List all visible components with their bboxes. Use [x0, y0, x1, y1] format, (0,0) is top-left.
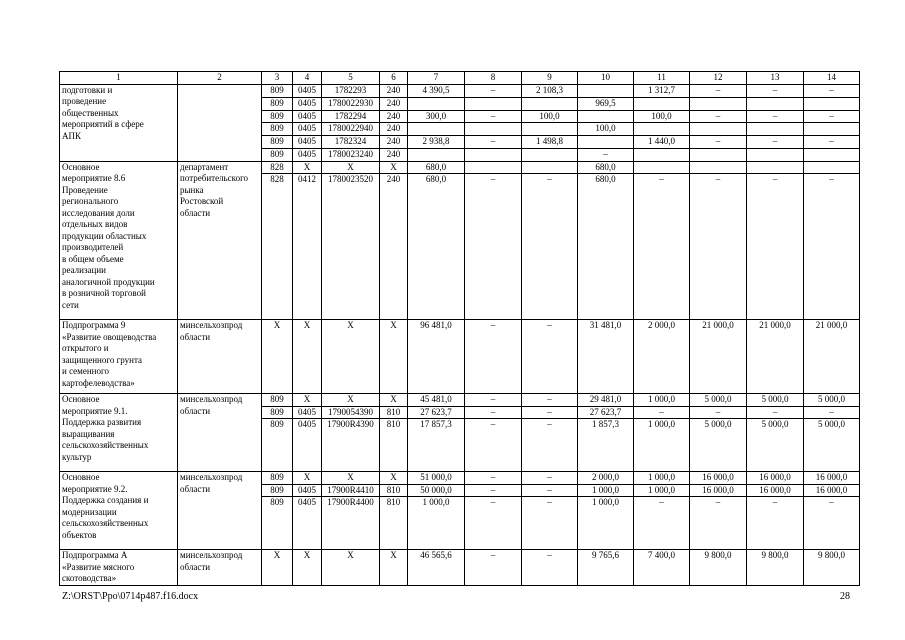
value-cell: 1 000,0	[578, 497, 634, 550]
value-cell: –	[522, 394, 578, 407]
value-cell: 100,0	[522, 110, 578, 123]
value-cell: –	[465, 136, 522, 149]
value-cell	[408, 97, 465, 110]
value-cell: –	[465, 406, 522, 419]
value-cell: 16 000,0	[804, 472, 860, 485]
value-cell	[634, 161, 690, 174]
program-name-cell: Подпрограмма А «Развитие мясного скотоводства»	[60, 550, 178, 586]
value-cell: 240	[380, 149, 408, 162]
value-cell: –	[634, 174, 690, 320]
value-cell: 0405	[293, 84, 322, 97]
value-cell: –	[804, 84, 860, 97]
value-cell: –	[465, 419, 522, 472]
header-row	[60, 72, 860, 85]
value-cell: 809	[262, 136, 293, 149]
value-cell: 300,0	[408, 110, 465, 123]
value-cell: 1 440,0	[634, 136, 690, 149]
column-header: 3	[262, 72, 293, 85]
value-cell: 680,0	[408, 161, 465, 174]
table-row	[60, 161, 860, 174]
value-cell: X	[262, 320, 293, 394]
value-cell: 0405	[293, 406, 322, 419]
value-cell: X	[322, 472, 380, 485]
value-cell: 809	[262, 419, 293, 472]
value-cell	[804, 97, 860, 110]
value-cell: 4 390,5	[408, 84, 465, 97]
value-cell: 240	[380, 110, 408, 123]
value-cell: –	[747, 110, 804, 123]
value-cell: 810	[380, 497, 408, 550]
value-cell: 240	[380, 97, 408, 110]
table-row	[60, 472, 860, 485]
value-cell: 100,0	[634, 110, 690, 123]
value-cell: 5 000,0	[804, 394, 860, 407]
program-name-cell: Основное мероприятие 8.6 Проведение регионального исследования доли отдельных видов продукции областных производителей в общем объеме реализации аналогичной продукции в розничной торговой сети	[60, 161, 178, 320]
value-cell: 809	[262, 406, 293, 419]
value-cell	[747, 97, 804, 110]
value-cell	[690, 97, 747, 110]
value-cell	[522, 97, 578, 110]
value-cell: 240	[380, 136, 408, 149]
value-cell: 17900R4390	[322, 419, 380, 472]
value-cell: –	[465, 394, 522, 407]
column-header: 6	[380, 72, 408, 85]
value-cell: X	[380, 394, 408, 407]
value-cell: –	[690, 174, 747, 320]
table-row	[60, 550, 860, 586]
value-cell: 1 000,0	[578, 484, 634, 497]
table-body	[60, 72, 860, 586]
page-number: 28	[840, 591, 850, 602]
value-cell	[804, 123, 860, 136]
value-cell: –	[465, 174, 522, 320]
table-row	[60, 320, 860, 394]
value-cell: –	[690, 406, 747, 419]
value-cell: 828	[262, 174, 293, 320]
value-cell: –	[690, 110, 747, 123]
value-cell: 100,0	[578, 123, 634, 136]
value-cell	[690, 123, 747, 136]
value-cell	[408, 149, 465, 162]
value-cell: –	[634, 406, 690, 419]
value-cell: –	[804, 174, 860, 320]
value-cell: 0405	[293, 123, 322, 136]
value-cell: X	[380, 320, 408, 394]
value-cell: 1780022930	[322, 97, 380, 110]
value-cell: 1780023520	[322, 174, 380, 320]
value-cell: 1 000,0	[634, 394, 690, 407]
value-cell: 27 623,7	[408, 406, 465, 419]
column-header: 2	[178, 72, 262, 85]
value-cell: –	[804, 497, 860, 550]
executor-cell: минсельхозпрод области	[178, 550, 262, 586]
value-cell	[578, 136, 634, 149]
column-header: 9	[522, 72, 578, 85]
value-cell: 0405	[293, 419, 322, 472]
budget-table	[59, 71, 860, 586]
value-cell: 809	[262, 497, 293, 550]
value-cell: 2 108,3	[522, 84, 578, 97]
table-row	[60, 394, 860, 407]
executor-cell: департамент потребительского рынка Ростовской области	[178, 161, 262, 320]
value-cell: –	[747, 136, 804, 149]
value-cell: 17900R4410	[322, 484, 380, 497]
value-cell: X	[262, 550, 293, 586]
value-cell: 16 000,0	[747, 484, 804, 497]
value-cell: 5 000,0	[747, 394, 804, 407]
value-cell: 16 000,0	[747, 472, 804, 485]
value-cell: 809	[262, 472, 293, 485]
value-cell: 810	[380, 484, 408, 497]
value-cell: 9 800,0	[747, 550, 804, 586]
value-cell	[747, 161, 804, 174]
value-cell: –	[522, 174, 578, 320]
value-cell: 1 000,0	[408, 497, 465, 550]
value-cell: 809	[262, 110, 293, 123]
column-header: 1	[60, 72, 178, 85]
value-cell: 810	[380, 406, 408, 419]
value-cell: –	[747, 84, 804, 97]
program-name-cell: Подпрограмма 9 «Развитие овощеводства открытого и защищенного грунта и семенного картофелеводства»	[60, 320, 178, 394]
column-header: 12	[690, 72, 747, 85]
value-cell: –	[465, 472, 522, 485]
value-cell: –	[465, 84, 522, 97]
column-header: 13	[747, 72, 804, 85]
value-cell: 31 481,0	[578, 320, 634, 394]
value-cell: 5 000,0	[804, 419, 860, 472]
value-cell: –	[522, 406, 578, 419]
value-cell	[465, 161, 522, 174]
value-cell	[578, 84, 634, 97]
value-cell	[747, 149, 804, 162]
value-cell: –	[522, 419, 578, 472]
value-cell: –	[690, 497, 747, 550]
value-cell: 1 498,8	[522, 136, 578, 149]
value-cell: 828	[262, 161, 293, 174]
value-cell	[634, 149, 690, 162]
value-cell: –	[522, 320, 578, 394]
column-header: 10	[578, 72, 634, 85]
value-cell: X	[322, 550, 380, 586]
value-cell: 51 000,0	[408, 472, 465, 485]
executor-cell	[178, 84, 262, 161]
value-cell: 1780022940	[322, 123, 380, 136]
value-cell	[747, 123, 804, 136]
value-cell: –	[578, 149, 634, 162]
value-cell: 969,5	[578, 97, 634, 110]
value-cell: 5 000,0	[747, 419, 804, 472]
value-cell	[634, 123, 690, 136]
executor-cell: минсельхозпрод области	[178, 394, 262, 472]
value-cell: X	[322, 320, 380, 394]
value-cell: 0405	[293, 484, 322, 497]
footer-file-path: Z:\ORST\Ppo\0714p487.f16.docx	[62, 591, 199, 602]
column-header: 11	[634, 72, 690, 85]
value-cell: 0405	[293, 110, 322, 123]
value-cell: –	[522, 497, 578, 550]
value-cell: 0405	[293, 497, 322, 550]
value-cell	[465, 149, 522, 162]
value-cell	[578, 110, 634, 123]
value-cell: 1790054390	[322, 406, 380, 419]
value-cell: –	[690, 136, 747, 149]
value-cell: –	[522, 484, 578, 497]
column-header: 8	[465, 72, 522, 85]
executor-cell: минсельхозпрод области	[178, 472, 262, 550]
value-cell: 809	[262, 149, 293, 162]
value-cell	[804, 161, 860, 174]
value-cell: X	[293, 161, 322, 174]
value-cell: –	[465, 320, 522, 394]
column-header: 5	[322, 72, 380, 85]
column-header: 4	[293, 72, 322, 85]
column-header: 7	[408, 72, 465, 85]
value-cell: 50 000,0	[408, 484, 465, 497]
value-cell: 2 000,0	[578, 472, 634, 485]
value-cell: –	[747, 406, 804, 419]
program-name-cell: Основное мероприятие 9.2. Поддержка создания и модернизации сельскохозяйственных объектов	[60, 472, 178, 550]
program-name-cell: Основное мероприятие 9.1. Поддержка развития выращивания сельскохозяйственных культур	[60, 394, 178, 472]
value-cell: 0405	[293, 136, 322, 149]
value-cell: 5 000,0	[690, 419, 747, 472]
value-cell: 21 000,0	[690, 320, 747, 394]
value-cell: 96 481,0	[408, 320, 465, 394]
value-cell: 16 000,0	[804, 484, 860, 497]
value-cell: 1780023240	[322, 149, 380, 162]
value-cell: 21 000,0	[747, 320, 804, 394]
value-cell: 16 000,0	[690, 472, 747, 485]
value-cell	[522, 149, 578, 162]
value-cell: 7 400,0	[634, 550, 690, 586]
value-cell: 27 623,7	[578, 406, 634, 419]
value-cell: 240	[380, 84, 408, 97]
column-header: 14	[804, 72, 860, 85]
value-cell: 1 000,0	[634, 484, 690, 497]
value-cell: 0405	[293, 97, 322, 110]
value-cell: X	[322, 394, 380, 407]
value-cell: 1782293	[322, 84, 380, 97]
value-cell: –	[465, 110, 522, 123]
value-cell	[690, 161, 747, 174]
value-cell: 0412	[293, 174, 322, 320]
value-cell: 809	[262, 394, 293, 407]
value-cell: 810	[380, 419, 408, 472]
value-cell: 21 000,0	[804, 320, 860, 394]
value-cell: –	[465, 550, 522, 586]
program-name-cell: подготовки и проведение общественных мероприятий в сфере АПК	[60, 84, 178, 161]
value-cell: 809	[262, 97, 293, 110]
value-cell: 9 800,0	[804, 550, 860, 586]
value-cell: 240	[380, 123, 408, 136]
value-cell: X	[293, 394, 322, 407]
value-cell: 9 765,6	[578, 550, 634, 586]
value-cell: 46 565,6	[408, 550, 465, 586]
value-cell: X	[380, 161, 408, 174]
value-cell: 16 000,0	[690, 484, 747, 497]
value-cell: 17900R4400	[322, 497, 380, 550]
value-cell: –	[690, 84, 747, 97]
value-cell	[465, 97, 522, 110]
value-cell: X	[293, 472, 322, 485]
value-cell: 1 857,3	[578, 419, 634, 472]
value-cell: 680,0	[578, 174, 634, 320]
value-cell	[522, 161, 578, 174]
value-cell	[634, 97, 690, 110]
value-cell: X	[322, 161, 380, 174]
value-cell: –	[804, 136, 860, 149]
value-cell: 2 938,8	[408, 136, 465, 149]
value-cell: –	[465, 484, 522, 497]
value-cell: 809	[262, 484, 293, 497]
value-cell: –	[634, 497, 690, 550]
value-cell: 17 857,3	[408, 419, 465, 472]
value-cell: 1782324	[322, 136, 380, 149]
value-cell: 680,0	[578, 161, 634, 174]
value-cell: –	[747, 497, 804, 550]
value-cell	[465, 123, 522, 136]
value-cell: 2 000,0	[634, 320, 690, 394]
value-cell: 1 312,7	[634, 84, 690, 97]
value-cell: 680,0	[408, 174, 465, 320]
value-cell: 9 800,0	[690, 550, 747, 586]
value-cell: 5 000,0	[690, 394, 747, 407]
value-cell: –	[522, 472, 578, 485]
value-cell: –	[522, 550, 578, 586]
table-row	[60, 84, 860, 97]
executor-cell: минсельхозпрод области	[178, 320, 262, 394]
value-cell	[522, 123, 578, 136]
value-cell: –	[804, 110, 860, 123]
value-cell: 1 000,0	[634, 472, 690, 485]
value-cell: –	[747, 174, 804, 320]
value-cell: X	[380, 472, 408, 485]
value-cell	[690, 149, 747, 162]
value-cell	[804, 149, 860, 162]
value-cell: 0405	[293, 149, 322, 162]
value-cell: 1 000,0	[634, 419, 690, 472]
value-cell	[408, 123, 465, 136]
value-cell: X	[293, 320, 322, 394]
value-cell: X	[380, 550, 408, 586]
value-cell: –	[465, 497, 522, 550]
value-cell: 240	[380, 174, 408, 320]
value-cell: 809	[262, 123, 293, 136]
value-cell: –	[804, 406, 860, 419]
value-cell: 809	[262, 84, 293, 97]
value-cell: 1782294	[322, 110, 380, 123]
value-cell: 29 481,0	[578, 394, 634, 407]
value-cell: 45 481,0	[408, 394, 465, 407]
value-cell: X	[293, 550, 322, 586]
